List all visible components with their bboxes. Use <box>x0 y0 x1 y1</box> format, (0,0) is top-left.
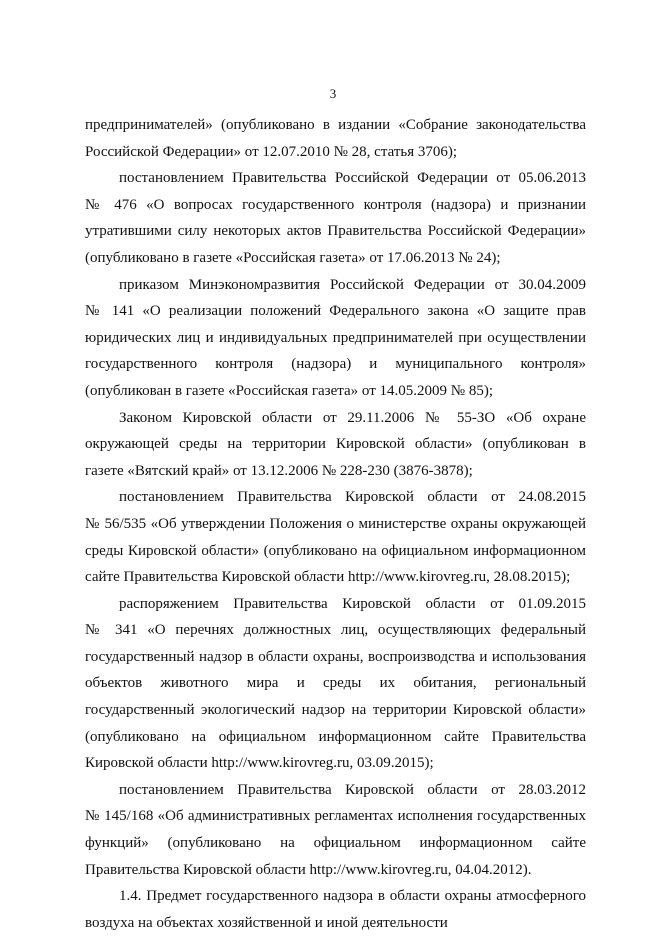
text-line: функций» (опубликовано на официальном информационном сайте <box>85 835 586 852</box>
text-line: объектов животного мира и среды их обитания, региональный <box>85 675 586 692</box>
text-line: № 476 «О вопросах государственного контроля (надзора) и признании <box>85 196 586 213</box>
text-line: утратившими силу некоторых актов Правительства Российской Федерации» <box>85 223 586 240</box>
text-line: предпринимателей» (опубликовано в издании «Собрание законодательства <box>85 117 586 133</box>
text-line: воздуха на объектах хозяйственной и иной деятельности <box>85 914 448 931</box>
text-line: распоряжением Правительства Кировской области от 01.09.2015 <box>119 595 586 612</box>
text-line: № 141 «О реализации положений Федерального закона «О защите прав <box>85 303 586 320</box>
text-line: государственный надзор в области охраны, воспроизводства и использования <box>85 648 586 665</box>
document-body <box>85 112 586 931</box>
text-line: № 145/168 «Об административных регламентах исполнения государственных <box>85 808 586 825</box>
text-line: постановлением Правительства Кировской области от 24.08.2015 <box>119 489 586 506</box>
text-line: 1.4. Предмет государственного надзора в области охраны атмосферного <box>119 888 586 905</box>
text-line: государственного контроля (надзора) и муниципального контроля» <box>85 356 586 373</box>
text-line: № 56/535 «Об утверждении Положения о министерстве охраны окружающей <box>85 515 586 532</box>
text-line: (опубликовано в газете «Российская газета» от 17.06.2013 № 24); <box>85 249 501 266</box>
text-line: окружающей среды на территории Кировской области» (опубликован в <box>85 436 586 453</box>
text-line: (опубликовано на официальном информационном сайте Правительства <box>85 728 586 745</box>
text-line: газете «Вятский край» от 13.12.2006 № 228-230 (3876-3878); <box>85 462 473 479</box>
text-line: постановлением Правительства Российской Федерации от 05.06.2013 <box>119 170 586 187</box>
text-line: Законом Кировской области от 29.11.2006 № 55-ЗО «Об охране <box>119 409 586 426</box>
page-number: 3 <box>329 86 337 101</box>
text-line: сайте Правительства Кировской области http://www.kirovreg.ru, 28.08.2015); <box>85 569 571 586</box>
text-line: приказом Минэкономразвития Российской Федерации от 30.04.2009 <box>119 276 586 293</box>
text-line: № 341 «О перечнях должностных лиц, осуществляющих федеральный <box>85 622 586 639</box>
text-line: Кировской области http://www.kirovreg.ru, 03.09.2015); <box>85 755 434 772</box>
text-line: Правительства Кировской области http://www.kirovreg.ru, 04.04.2012). <box>85 861 532 878</box>
text-line: Российской Федерации» от 12.07.2010 № 28, статья 3706); <box>85 143 458 160</box>
text-line: государственный экологический надзор на территории Кировской области» <box>85 702 586 719</box>
text-line: постановлением Правительства Кировской области от 28.03.2012 <box>119 781 586 798</box>
text-line: среды Кировской области» (опубликовано на официальном информационном <box>85 542 586 559</box>
text-line: (опубликован в газете «Российская газета» от 14.05.2009 № 85); <box>85 382 493 399</box>
text-line: юридических лиц и индивидуальных предпринимателей при осуществлении <box>85 329 586 346</box>
